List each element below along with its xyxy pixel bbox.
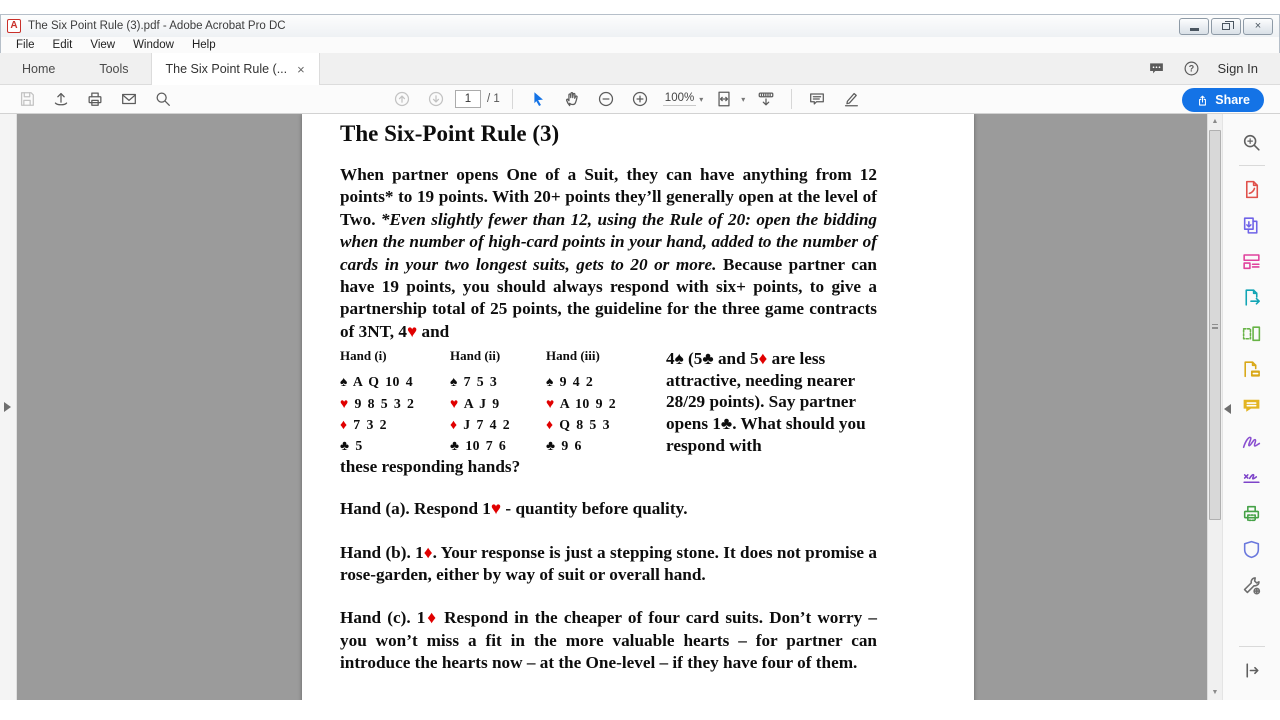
fit-width-icon[interactable] xyxy=(712,88,736,110)
toolbar-center-group xyxy=(385,88,868,110)
text-segment: *Even slightly fewer than 12, using the Rule of 20: open the bidding when the number of high-card points in your hand, added to the number of cards in your two longest suits, gets to 20 or more. xyxy=(340,209,877,274)
hand-column-2 xyxy=(450,348,546,454)
toolbar-file-group xyxy=(10,88,180,110)
find-icon[interactable] xyxy=(151,88,175,110)
window-title: The Six Point Rule (3).pdf - Adobe Acrobat Pro DC xyxy=(28,20,286,32)
text-segment: and xyxy=(417,321,450,341)
menu-item-window[interactable]: Window xyxy=(133,39,174,51)
share-label: Share xyxy=(1215,93,1250,107)
reading-mode-icon[interactable] xyxy=(754,88,778,110)
doc-side-paragraph xyxy=(666,348,894,454)
tab-home[interactable]: Home xyxy=(22,61,56,76)
suit-symbol: ♣ xyxy=(450,438,466,454)
hands-row xyxy=(340,348,936,454)
suit-symbol: ♠ xyxy=(340,374,353,390)
text-segment: - quantity before quality. xyxy=(501,499,688,519)
upload-icon[interactable] xyxy=(49,88,73,110)
tools-divider xyxy=(1239,165,1265,166)
card-line xyxy=(340,393,450,414)
tab-tools[interactable]: Tools xyxy=(99,61,129,76)
expand-panel-icon[interactable] xyxy=(1240,658,1264,682)
answer-paragraph-c xyxy=(340,607,877,674)
scroll-up-icon[interactable]: ▲ xyxy=(1211,118,1219,125)
combine-files-icon[interactable] xyxy=(1240,357,1264,381)
zoom-out-icon[interactable] xyxy=(594,88,618,110)
suit-symbol: ♣ xyxy=(340,438,356,454)
sign-in-button[interactable]: Sign In xyxy=(1217,61,1258,76)
close-button[interactable] xyxy=(1243,18,1273,35)
card-line xyxy=(546,414,666,435)
scan-ocr-icon[interactable] xyxy=(1240,501,1264,525)
minimize-icon xyxy=(1190,28,1199,31)
search-tools-icon[interactable] xyxy=(1240,130,1264,154)
comment-tool-icon[interactable] xyxy=(1240,393,1264,417)
toolbar-fit-group xyxy=(707,88,783,110)
answers xyxy=(340,498,936,674)
page-down-icon[interactable] xyxy=(424,88,448,110)
print-icon[interactable] xyxy=(83,88,107,110)
text-segment: When partner opens One of a Suit, they can have anything from 12 points* to 19 points. With 20+ points they’ll generally open at the level of Two. xyxy=(340,165,877,229)
tools-bottom xyxy=(1223,641,1280,688)
fit-width-caret-icon[interactable]: ▾ xyxy=(741,94,746,104)
card-line xyxy=(340,371,450,392)
text-segment: Hand (b). 1 xyxy=(340,542,424,562)
text-segment: 4 xyxy=(666,349,675,369)
expand-left-panel-icon[interactable] xyxy=(4,402,11,412)
card-values: Q 8 5 3 xyxy=(559,416,610,432)
card-values: J 7 4 2 xyxy=(463,416,511,432)
share-icon xyxy=(1196,94,1209,107)
suit-symbol: ♥ xyxy=(546,395,560,411)
organize-pages-icon[interactable] xyxy=(1240,321,1264,345)
hand-tool-icon[interactable] xyxy=(560,88,584,110)
suit-symbol: ♦ xyxy=(425,608,438,628)
fill-sign-icon[interactable] xyxy=(1240,429,1264,453)
text-segment: . Your response is just a stepping stone. It does not promise a rose-garden, either by way of suit or overall hand. xyxy=(340,542,877,585)
card-values: 9 8 5 3 2 xyxy=(354,395,415,411)
export-pdf-icon[interactable] xyxy=(1240,177,1264,201)
pdf-page xyxy=(302,114,974,700)
suit-symbol: ♥ xyxy=(450,395,464,411)
restore-icon xyxy=(1222,23,1230,30)
tab-bar xyxy=(0,53,1280,85)
comment-icon[interactable] xyxy=(805,88,829,110)
suit-symbol: ♣ xyxy=(546,438,562,454)
text-segment: Respond in the cheaper of four card suits. Don’t worry – you won’t miss a fit in the more valuable hearts – for partner can introduce the hearts now – at the One-level – if they have four of them. xyxy=(340,608,878,673)
suit-symbol: ♠ xyxy=(546,374,560,390)
zoom-in-icon[interactable] xyxy=(628,88,652,110)
share-button[interactable] xyxy=(1182,88,1264,112)
text-segment: Because partner can have 19 points, you should always respond with six+ points, to give a partnership total of 25 points, the guideline for the three game contracts of 3NT, 4 xyxy=(340,254,877,341)
svg-text:?: ? xyxy=(1188,63,1194,74)
text-segment: . What should you respond with xyxy=(666,414,866,455)
text-segment: (5 xyxy=(683,349,703,369)
doc-continuation: these responding hands? xyxy=(340,457,521,477)
toolbar-view-group xyxy=(521,88,657,110)
restore-button[interactable] xyxy=(1211,18,1241,35)
save-icon[interactable] xyxy=(15,88,39,110)
card-values: A 10 9 2 xyxy=(559,395,617,411)
card-line xyxy=(546,371,666,392)
card-values: 9 6 xyxy=(561,438,582,454)
page-number-input[interactable]: 1 xyxy=(455,90,481,108)
page-total-label: / 1 xyxy=(487,93,500,105)
menu-item-edit[interactable]: Edit xyxy=(52,39,73,51)
answer-paragraph-a xyxy=(340,498,877,520)
toolbar-annot-group xyxy=(800,88,868,110)
notifications-comment-icon[interactable] xyxy=(1148,60,1165,77)
text-segment: Hand (c). 1 xyxy=(340,608,426,628)
card-line xyxy=(340,435,450,456)
hand-label: Hand (iii) xyxy=(546,348,600,364)
menu-bar xyxy=(0,37,1280,53)
scroll-down-icon[interactable]: ▼ xyxy=(1211,689,1219,696)
email-icon[interactable] xyxy=(117,88,141,110)
scrollbar-grip xyxy=(1212,324,1218,329)
text-segment: ♣ xyxy=(720,414,733,434)
collapse-right-panel-icon[interactable] xyxy=(1224,404,1231,414)
card-line xyxy=(450,435,546,456)
text-segment: are less attractive, needing nearer 28/29 points). Say partner opens 1 xyxy=(666,349,856,434)
request-signatures-icon[interactable] xyxy=(1240,465,1264,489)
card-line xyxy=(546,393,666,414)
suit-symbol: ♥ xyxy=(340,395,355,411)
tools-divider xyxy=(1239,646,1265,647)
hand-label: Hand (ii) xyxy=(450,348,501,364)
window-controls xyxy=(1179,18,1273,35)
highlight-icon[interactable] xyxy=(839,88,863,110)
select-tool-icon[interactable] xyxy=(526,88,550,110)
tabbar-right xyxy=(1148,53,1280,84)
menu-item-file[interactable]: File xyxy=(16,39,35,51)
toolbar xyxy=(0,85,1280,114)
vertical-scrollbar[interactable] xyxy=(1207,114,1222,700)
page-up-icon[interactable] xyxy=(390,88,414,110)
text-segment: Hand (a). Respond 1 xyxy=(340,499,491,519)
card-values: 9 4 2 xyxy=(559,374,594,390)
tab-document[interactable] xyxy=(151,53,320,85)
doc-title: The Six-Point Rule (3) xyxy=(340,121,560,146)
hands-table xyxy=(340,348,666,454)
tools-sidebar xyxy=(1222,114,1280,700)
zoom-level-select[interactable]: 100% xyxy=(664,92,695,104)
hand-column-3 xyxy=(546,348,666,454)
help-icon[interactable] xyxy=(1183,60,1200,77)
hand-label: Hand (i) xyxy=(340,348,387,364)
toolbar-divider xyxy=(791,89,792,109)
tab-document-label: The Six Point Rule (... xyxy=(165,62,288,76)
minimize-button[interactable] xyxy=(1179,18,1209,35)
menu-item-view[interactable]: View xyxy=(90,39,116,51)
suit-symbol: ♦ xyxy=(758,349,768,369)
card-values: A Q 10 4 xyxy=(352,374,414,390)
acrobat-app-icon: A xyxy=(7,19,21,33)
menu-item-help[interactable]: Help xyxy=(191,39,216,51)
main-area xyxy=(0,114,1280,700)
suit-symbol: ♦ xyxy=(546,416,560,432)
left-panel-strip xyxy=(0,114,17,700)
create-pdf-icon[interactable] xyxy=(1240,213,1264,237)
card-line xyxy=(340,414,450,435)
card-values: 10 7 6 xyxy=(465,438,507,454)
card-values: 5 xyxy=(355,438,363,454)
tab-close-icon[interactable]: × xyxy=(297,61,305,77)
text-segment: ♣ xyxy=(702,349,714,369)
card-line xyxy=(546,435,666,456)
suit-symbol: ♥ xyxy=(490,499,502,519)
text-segment: ♠ xyxy=(674,349,684,369)
card-values: 7 3 2 xyxy=(353,416,387,432)
card-line xyxy=(450,414,546,435)
hand-column-1 xyxy=(340,348,450,454)
scrollbar-thumb[interactable] xyxy=(1209,130,1221,520)
text-segment: and 5 xyxy=(713,349,759,369)
more-tools-icon[interactable] xyxy=(1240,573,1264,597)
protect-icon[interactable] xyxy=(1240,537,1264,561)
suit-symbol: ♥ xyxy=(407,321,418,341)
suit-symbol: ♠ xyxy=(450,374,464,390)
toolbar-nav-group xyxy=(385,88,453,110)
title-bar xyxy=(0,14,1280,37)
card-values: A J 9 xyxy=(463,395,500,411)
zoom-caret-icon[interactable]: ▾ xyxy=(699,94,704,104)
edit-pdf-icon[interactable] xyxy=(1240,249,1264,273)
card-line xyxy=(450,371,546,392)
close-icon: × xyxy=(1254,20,1262,32)
answer-paragraph-b xyxy=(340,542,877,587)
export-file-icon[interactable] xyxy=(1240,285,1264,309)
card-values: 7 5 3 xyxy=(463,374,498,390)
doc-intro-paragraph xyxy=(340,164,877,343)
suit-symbol: ♦ xyxy=(423,542,433,562)
suit-symbol: ♦ xyxy=(340,416,354,432)
toolbar-divider xyxy=(512,89,513,109)
card-line xyxy=(450,393,546,414)
document-canvas[interactable] xyxy=(17,114,1207,700)
suit-symbol: ♦ xyxy=(450,416,464,432)
